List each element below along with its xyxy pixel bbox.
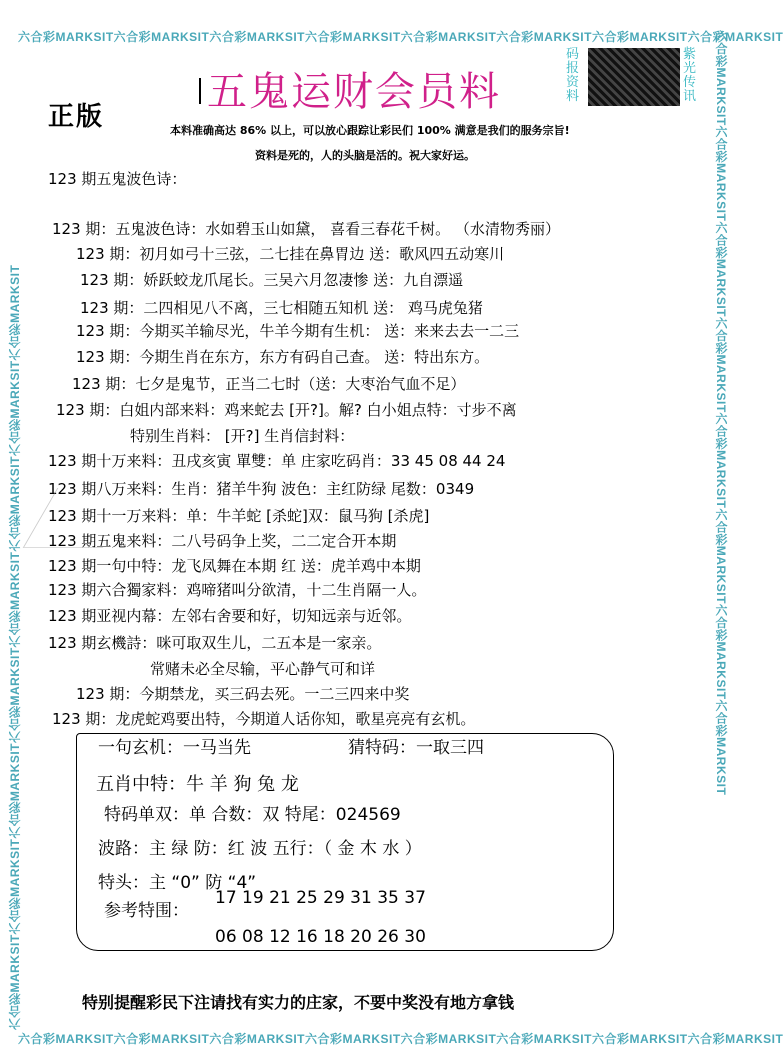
content-line: 常赌未必全尽输，平心静气可和详 [150,660,376,678]
box-cankao-label: 参考特围： [104,901,189,921]
right-border-watermark: 六合彩MARKSIT六合彩MARKSIT六合彩MARKSIT六合彩MARKSIT六合彩MARKSIT六合彩MARKSIT六合彩MARKSIT六合彩MARKSIT [714,30,728,796]
box-bolu: 波路：主 绿 防：红 波 五行：（ 金 木 水 ） [98,839,422,859]
box-tetou: 特头：主 “0” 防 “4” [98,873,257,893]
content-line: 123 期五鬼来料：二八号码争上奖，二二定合开本期 [48,532,397,550]
content-line: 123 期：白姐内部来料：鸡来蛇去 [开?]。解? 白小姐点特：寸步不离 [56,401,517,419]
stamp-left: 码报资料 [566,47,580,104]
page-title: 五鬼运财会员料 [207,69,501,115]
content-line: 123 期一句中特：龙飞凤舞在本期 红 送：虎羊鸡中本期 [48,557,421,575]
content-line: 123 期：今期生肖在东方，东方有码自己查。 送：特出东方。 [76,348,490,366]
footer-reminder: 特别提醒彩民下注请找有实力的庄家，不要中奖没有地方拿钱 [82,993,515,1012]
content-line: 123 期十一万来料：单：牛羊蛇 [杀蛇]双：鼠马狗 [杀虎] [48,507,430,525]
poem-heading: 123 期五鬼波色诗： [48,170,187,188]
content-line: 123 期亚视内幕：左邻右舍要和好，切知远亲与近邻。 [48,607,412,625]
box-wuxiao: 五肖中特：牛 羊 狗 兔 龙 [96,774,299,795]
content-line: 123 期：七夕是鬼节，正当二七时（送：大枣治气血不足） [72,375,466,393]
left-border-watermark: 六合彩MARKSIT六合彩MARKSIT六合彩MARKSIT六合彩MARKSIT六合彩MARKSIT六合彩MARKSIT六合彩MARKSIT六合彩MARKSIT [8,264,22,1030]
content-line: 123 期：二四相见八不离，三七相随五知机 送： 鸡马虎兔猪 [80,299,483,317]
content-line: 123 期：今期禁龙，买三码去死。一二三四来中奖 [76,685,410,703]
bottom-border-watermark: 六合彩MARKSIT六合彩MARKSIT六合彩MARKSIT六合彩MARKSIT六合彩MARKSIT六合彩MARKSIT六合彩MARKSIT六合彩MARKSIT [18,1032,783,1046]
box-caite: 猜特码：一取三四 [348,738,484,758]
box-xuanji: 一句玄机：一马当先 [98,738,251,758]
content-line: 123 期：今期买羊输尽光，牛羊今期有生机： 送：来来去去一二三 [76,322,520,340]
box-cankao-row1: 17 19 21 25 29 31 35 37 [215,888,426,908]
slogan-line-2: 资料是死的，人的头脑是活的。祝大家好运。 [255,149,475,162]
box-danshuang: 特码单双：单 合数：双 特尾：024569 [104,805,401,825]
content-line: 123 期八万来料：生肖：猪羊牛狗 波色：主红防绿 尾数：0349 [48,480,475,498]
top-border-watermark: 六合彩MARKSIT六合彩MARKSIT六合彩MARKSIT六合彩MARKSIT六合彩MARKSIT六合彩MARKSIT六合彩MARKSIT六合彩MARKSIT [18,30,783,44]
content-line: 123 期玄機詩：咪可取双生儿，二五本是一家亲。 [48,634,382,652]
stamp-right: 紫光传讯 [683,47,697,104]
content-line: 特别生肖料： [开?] 生肖信封料： [130,427,355,445]
edition-label: 正版 [48,102,105,132]
content-line: 123 期十万来料：丑戌亥寅 單雙：单 庄家吃码肖：33 45 08 44 24 [48,452,506,470]
content-line: 123 期：五鬼波色诗：水如碧玉山如黛， 喜看三春花千树。 （水清物秀丽） [52,220,560,238]
content-line: 123 期：娇跃蛟龙爪尾长。三吴六月忽凄惨 送：九自漂遥 [80,271,464,289]
qr-code-image [588,48,680,106]
slogan-line-1: 本料准确高达 86% 以上，可以放心跟踪让彩民们 100% 满意是我们的服务宗旨! [170,124,570,137]
title-bar-divider [199,78,201,104]
content-line: 123 期六合獨家料：鸡啼猪叫分欲清，十二生肖隔一人。 [48,581,427,599]
content-line: 123 期：龙虎蛇鸡要出特，今期道人话你知，歌星亮亮有玄机。 [52,710,476,728]
content-line: 123 期：初月如弓十三弦，二七挂在鼻胃边 送：歌风四五动寒川 [76,245,505,263]
box-cankao-row2: 06 08 12 16 18 20 26 30 [215,927,426,947]
